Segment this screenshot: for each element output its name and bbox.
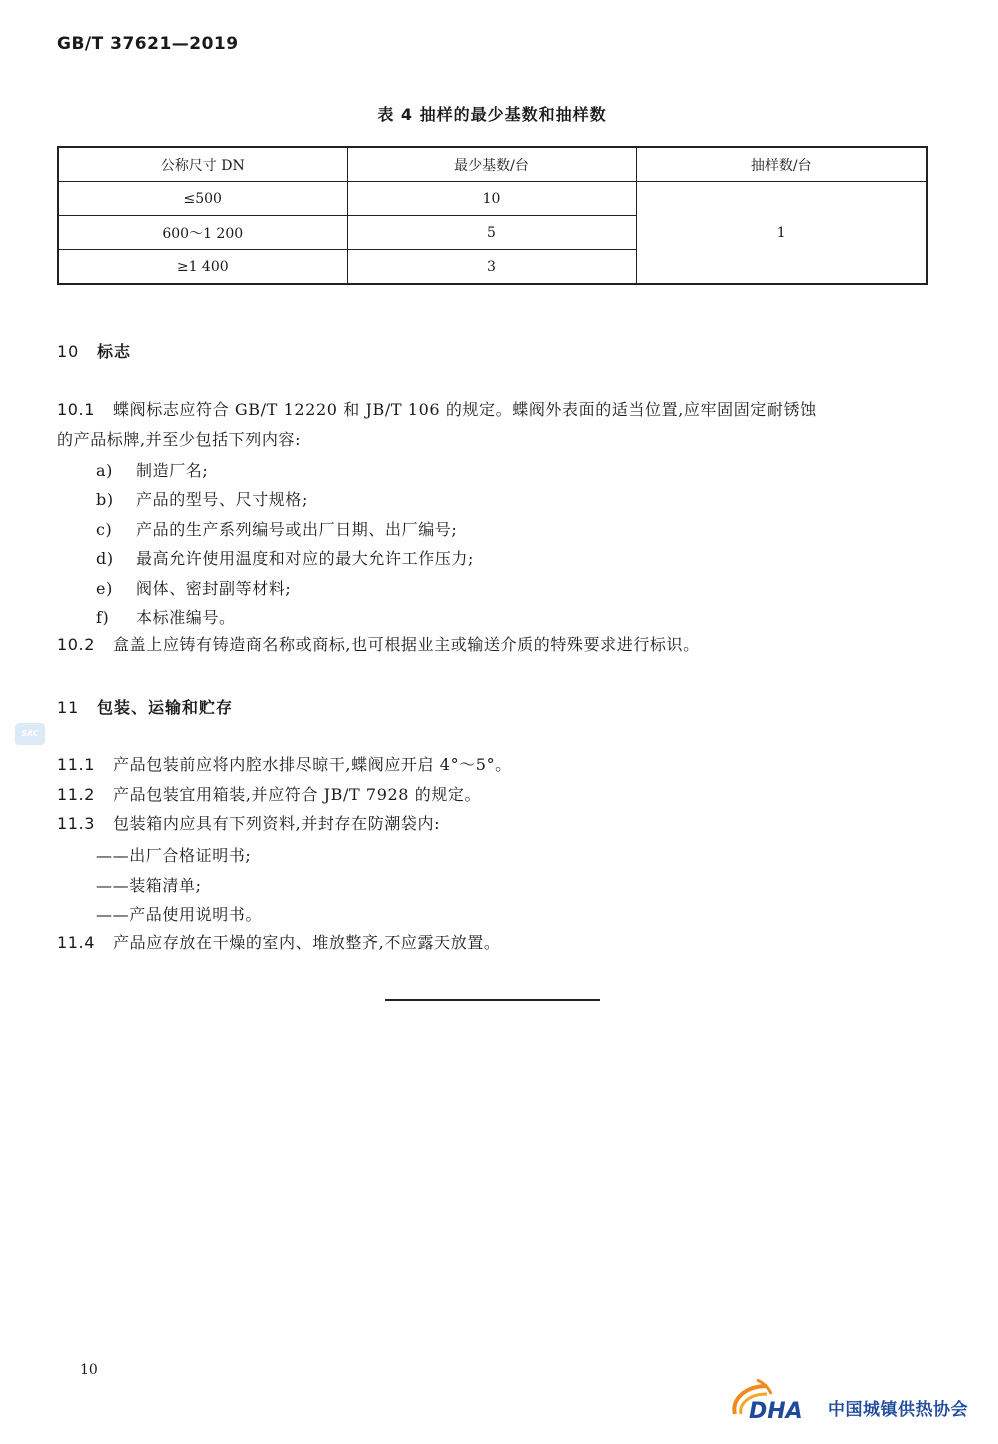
list-marker: f)	[96, 608, 110, 627]
table-header-row	[58, 147, 927, 182]
list-item	[96, 487, 308, 510]
table-title: 表 4 抽样的最少基数和抽样数	[377, 105, 607, 124]
list-text: 最高允许使用温度和对应的最大允许工作压力;	[136, 549, 474, 568]
clause-number: 11.2	[57, 785, 96, 804]
cell-dn: ≤500	[58, 182, 347, 216]
clause-text-line1: 蝶阀标志应符合 GB/T 12220 和 JB/T 106 的规定。蝶阀外表面的适当位置,应牢固固定耐锈蚀	[113, 400, 817, 419]
table-row	[58, 182, 927, 216]
cell-sample-count: 1	[636, 182, 927, 285]
section-10-heading	[57, 339, 131, 362]
dash-list-item: ——出厂合格证明书;	[96, 846, 252, 865]
section-number: 10	[57, 342, 80, 361]
sampling-table	[57, 146, 928, 285]
section-title: 标志	[97, 342, 132, 361]
cell-dn: 600～1 200	[58, 216, 347, 250]
list-marker: c)	[96, 520, 113, 539]
clause-11-1	[57, 750, 937, 780]
logo-org-name: 中国城镇供热协会	[828, 1400, 968, 1420]
list-text: 阀体、密封副等材料;	[136, 579, 292, 598]
section-title: 包装、运输和贮存	[97, 698, 234, 717]
list-item	[96, 458, 208, 481]
clause-number: 10.1	[57, 400, 96, 419]
list-item	[96, 517, 457, 540]
list-text: 产品的生产系列编号或出厂日期、出厂编号;	[136, 520, 458, 539]
clause-10-1	[57, 395, 937, 455]
list-text: 产品的型号、尺寸规格;	[136, 490, 308, 509]
clause-number: 10.2	[57, 635, 96, 654]
sac-watermark: SAC	[15, 723, 45, 745]
list-marker: a)	[96, 461, 113, 480]
cell-base: 10	[347, 182, 636, 216]
clause-number: 11.4	[57, 933, 96, 952]
page-number: 10	[80, 1362, 98, 1378]
list-item	[96, 546, 474, 569]
end-rule	[385, 999, 600, 1001]
clause-number: 11.1	[57, 755, 96, 774]
clause-text: 包装箱内应具有下列资料,并封存在防潮袋内:	[113, 814, 441, 833]
cell-base: 5	[347, 216, 636, 250]
cell-dn: ≥1 400	[58, 250, 347, 285]
clause-11-4	[57, 928, 937, 958]
list-text: 本标准编号。	[136, 608, 236, 627]
clause-11-3	[57, 809, 937, 839]
list-item	[96, 605, 236, 628]
clause-text: 产品应存放在干燥的室内、堆放整齐,不应露天放置。	[113, 933, 501, 952]
clause-text: 产品包装前应将内腔水排尽晾干,蝶阀应开启 4°～5°。	[113, 755, 512, 774]
dash-list-item: ——装箱清单;	[96, 876, 202, 895]
list-text: 制造厂名;	[136, 461, 209, 480]
col-header-base: 最少基数/台	[347, 147, 636, 182]
cell-base: 3	[347, 250, 636, 285]
dash-list-item: ——产品使用说明书。	[96, 905, 263, 924]
logo-letters: DHA	[749, 1399, 803, 1424]
col-header-sample: 抽样数/台	[636, 147, 927, 182]
list-item	[96, 576, 291, 599]
clause-text: 产品包装宜用箱装,并应符合 JB/T 7928 的规定。	[113, 785, 482, 804]
list-marker: b)	[96, 490, 114, 509]
list-marker: d)	[96, 549, 114, 568]
standard-code: GB/T 37621—2019	[57, 34, 239, 54]
clause-text: 盒盖上应铸有铸造商名称或商标,也可根据业主或输送介质的特殊要求进行标识。	[113, 635, 700, 654]
clause-11-2	[57, 780, 937, 810]
clause-text-line2: 的产品标牌,并至少包括下列内容:	[57, 430, 302, 449]
clause-10-2	[57, 630, 937, 660]
clause-number: 11.3	[57, 814, 96, 833]
col-header-dn: 公称尺寸 DN	[58, 147, 347, 182]
section-number: 11	[57, 698, 80, 717]
list-marker: e)	[96, 579, 113, 598]
section-11-heading	[57, 695, 233, 718]
